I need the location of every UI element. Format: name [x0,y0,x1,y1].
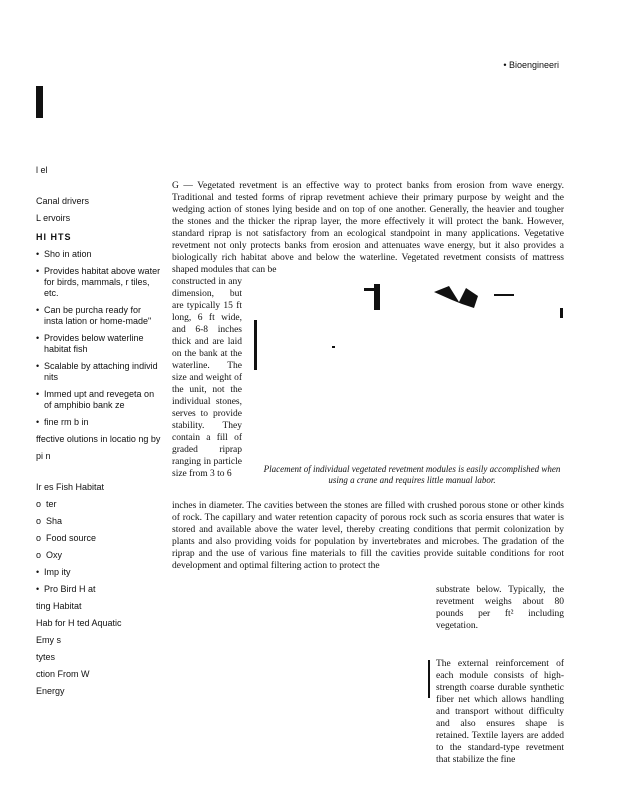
highlights-list [36,249,161,428]
header-section-label: • Bioengineeri [503,60,559,70]
list-item: • Scalable by attaching individ nits [44,361,161,383]
sidebar-tail-line: Energy [36,686,65,696]
sidebar-tail-line: ting Habitat [36,601,82,611]
sidebar-line-2: L ervoirs [36,213,71,223]
sidebar-small-text: pi n [36,451,51,461]
sidebar-cost-text: ffective olutions in locatio ng by [36,434,161,444]
paragraph-column: constructed in any dimension, but are typically 15 ft long, 6 ft wide, and 6-8 inches thick and are laid on the bank at the waterline. The size and weight of the unit, not the individual stones, serves to provide stability. They contain a fill of graded riprap ranging in particle size from 3 to 6 [172,277,242,479]
paragraph-weight: substrate below. Typically, the revetment weighs about 80 pounds per ft² including vegetation. [436,585,564,631]
sidebar-line-1: Canal drivers [36,196,90,206]
fish-habitat-sublist [46,499,161,561]
highlights-title: HI HTS [36,232,72,242]
sidebar-tail-line: Hab for H ted Aquatic [36,618,122,628]
list-item: o Food source [46,533,161,544]
quote-bar [428,660,430,698]
list-item: • Can be purcha ready for insta lation or home-made" [44,305,161,327]
paragraph-intro: G — Vegetated revetment is an effective way to protect banks from erosion from wave energy. Traditional and tested forms of riprap revetment achieve their primary purpose by weight and the wedging action of stones lying beside and on top of one another. Generally, the heavier and tougher the stones and the thicker the riprap layer, the more effectively it will protect the bank. However, standard riprap is not satisfactory from an ecological standpoint in many applications. Vegetative revetment not only protects banks from erosion and attenuates wave energy, but it also provides a biologically rich habitat above and below the waterline. Vegetated revetment consists of mattress shaped modules that can be [172,181,564,275]
fish-habitat-title: Ir es Fish Habitat [36,482,105,492]
photo-edge-mark [254,320,257,370]
list-item: • Pro Bird H at [44,584,161,595]
revetment-photo [254,282,566,462]
paragraph-reinforcement: The external reinforcement of each module consists of high-strength coarse durable synthetic fiber net which allows handling and transport without difficulty and also ensures shape is retained. Textile layers are added to the standard-type revetment that stabilize the fine [436,659,564,765]
list-item: • Immed upt and revegeta on of amphibio bank ze [44,389,161,411]
sidebar-tail-line: ction From W [36,669,90,679]
list-item: • fine rm b in [44,417,161,428]
sidebar [36,165,161,703]
chapter-mark [36,86,43,118]
benefits-list [36,567,161,595]
list-item: • Provides below waterline habitat fish [44,333,161,355]
photo-caption: Placement of individual vegetated revetment modules is easily accomplished when using a crane and requires little manual labor. [263,464,561,485]
paragraph-fill: inches in diameter. The cavities between the stones are filled with crushed porous stone or other kinds of rock. The capillary and water retention capacity of porous rock such as scoria ensures that water is stored and available above the water level, thereby creating conditions that permit colonization by plants and also providing voids for population by invertebrates and microbes. The gradation of the riprap and the use of various fine materials to fill the cavities provide suitable conditions for root development and optimal filtering action to protect the [172,501,564,571]
list-item: • Provides habitat above water for birds, mammals, r tiles, etc. [44,266,161,299]
sidebar-tail-line: Emy s [36,635,62,645]
list-item: o ter [46,499,161,510]
list-item: o Oxy [46,550,161,561]
list-item: • Sho in ation [44,249,161,260]
list-item: • Imp ity [44,567,161,578]
sidebar-tail-line: tytes [36,652,56,662]
sidebar-top-line: l el [36,165,48,175]
list-item: o Sha [46,516,161,527]
